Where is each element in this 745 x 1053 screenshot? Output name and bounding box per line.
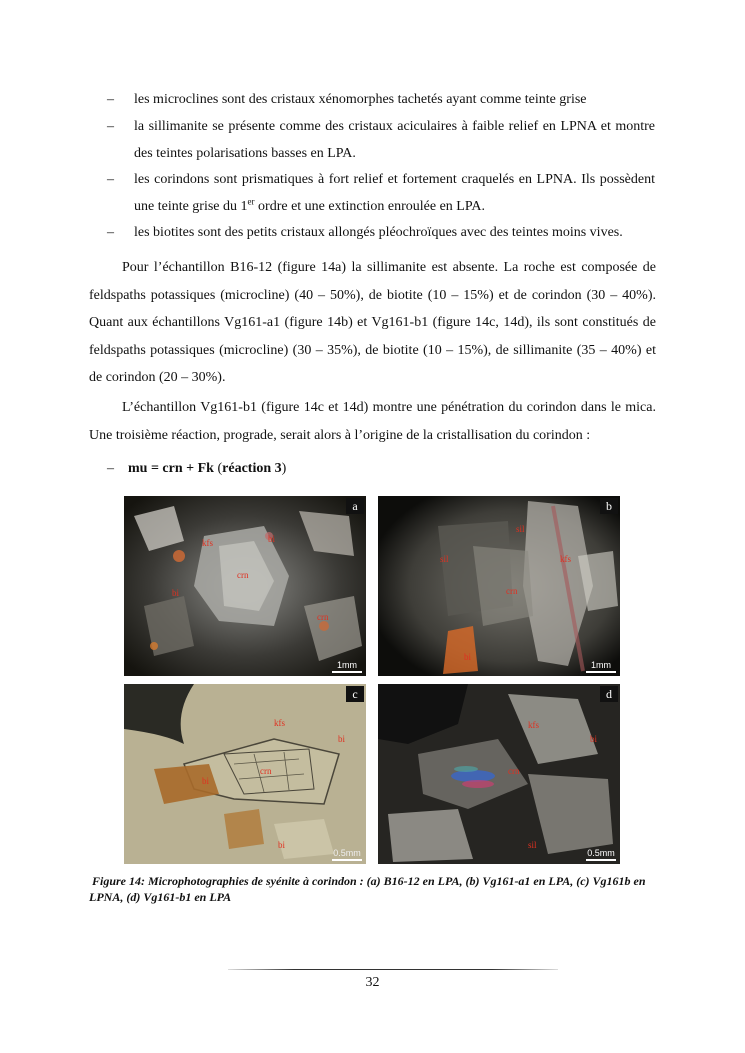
mineral-label: bi: [202, 776, 210, 786]
micrograph-c-image: [124, 684, 366, 864]
mineral-label: crn: [508, 766, 520, 776]
bullet-sillimanite: [107, 113, 655, 167]
scale-bar: [586, 848, 616, 861]
mineral-label: bi: [172, 588, 180, 598]
mineral-label: bi: [464, 652, 472, 662]
micrograph-b: [378, 496, 620, 676]
footer-divider: [228, 969, 558, 970]
mineral-label: sil: [516, 524, 525, 534]
bullet-microcline: [107, 86, 655, 113]
mineral-label: bi: [338, 734, 346, 744]
mineral-label: bi: [590, 734, 598, 744]
paragraph-composition: Pour l’échantillon B16-12 (figure 14a) la sillimanite est absente. La roche est composée de feldspaths potassiques (microcline) (40 – 50%), de biotite (10 – 15%) et de corindon (30 – 40%). Quant aux échantillons Vg161-a1 (figure 14b) et Vg161-b1 (figure 14c, 14d), ils sont constitués de feldspaths potassiques (microcline) (30 – 35%), de biotite (10 – 15%), de sillimanite (35 – 40%) et de corindon (20 – 30%).: [89, 260, 656, 385]
micrograph-d-image: [378, 684, 620, 864]
bullet-text: les biotites sont des petits cristaux allongés pléochroïques avec des teintes moins vives.: [134, 225, 623, 240]
scale-line: [332, 859, 362, 861]
bullet-dash: –: [107, 461, 114, 476]
scale-label: 0.5mm: [587, 848, 615, 858]
reaction-label: réaction 3: [222, 461, 282, 476]
panel-letter: b: [600, 498, 618, 514]
scale-line: [586, 859, 616, 861]
reaction-paren-open: (: [217, 461, 223, 476]
scale-line: [586, 671, 616, 673]
bullet-dash: –: [107, 172, 114, 187]
panel-letter: d: [600, 686, 618, 702]
bullet-dash: –: [107, 225, 114, 240]
mineral-label: crn: [506, 586, 518, 596]
mineral-label: bi: [268, 534, 276, 544]
bullet-corindon: [107, 166, 655, 220]
bullet-text-part: les corindons sont prismatiques à fort relief et fortement craquelés en LPNA. Ils possèdent une teinte grise du 1: [134, 172, 655, 214]
reaction-paren-close: ): [281, 461, 287, 476]
scale-label: 0.5mm: [333, 848, 361, 858]
mineral-label: kfs: [202, 538, 213, 548]
bullet-text: la sillimanite se présente comme des cristaux aciculaires à faible relief en LPNA et montre des teintes polarisations basses en LPA.: [134, 119, 655, 161]
scale-line: [332, 671, 362, 673]
panel-letter: a: [346, 498, 364, 514]
bullet-text-part: ordre et une extinction enroulée en LPA.: [254, 199, 485, 214]
micrograph-b-image: [378, 496, 620, 676]
page-number: 32: [365, 975, 380, 990]
micrograph-d: [378, 684, 620, 864]
mineral-label: kfs: [528, 720, 539, 730]
mineral-label: kfs: [274, 718, 285, 728]
scale-label: 1mm: [337, 660, 357, 670]
bullet-dash: –: [107, 119, 114, 134]
paragraph-reaction-intro: L’échantillon Vg161-b1 (figure 14c et 14d) montre une pénétration du corindon dans le mica. Une troisième réaction, prograde, serait alors à l’origine de la cristallisation du corindon :: [89, 400, 656, 443]
bullet-text: les microclines sont des cristaux xénomorphes tachetés ayant comme teinte grise: [134, 92, 587, 107]
figure-caption: Figure 14: Microphotographies de syénite à corindon : (a) B16-12 en LPA, (b) Vg161-a1 en LPA, (c) Vg161b en LPNA, (d) Vg161-b1 en LPA: [89, 874, 646, 904]
mineral-label: bi: [278, 840, 286, 850]
mineral-label: crn: [237, 570, 249, 580]
scale-bar: [332, 848, 362, 861]
reaction-equation: [107, 458, 286, 480]
mineral-label: crn: [260, 766, 272, 776]
micrograph-a: [124, 496, 366, 676]
mineral-label: sil: [528, 840, 537, 850]
mineral-label: kfs: [560, 554, 571, 564]
micrograph-a-image: [124, 496, 366, 676]
ordinal-superscript: er: [247, 196, 255, 207]
mineral-label: sil: [440, 554, 449, 564]
scale-bar: [332, 660, 362, 673]
bullet-biotite: [107, 219, 655, 246]
bullet-dash: –: [107, 92, 114, 107]
scale-bar: [586, 660, 616, 673]
scale-label: 1mm: [591, 660, 611, 670]
equation-text: mu = crn + Fk: [128, 461, 214, 476]
bullet-text: [134, 166, 655, 220]
panel-letter: c: [346, 686, 364, 702]
mineral-label: crn: [317, 612, 329, 622]
micrograph-c: [124, 684, 366, 864]
